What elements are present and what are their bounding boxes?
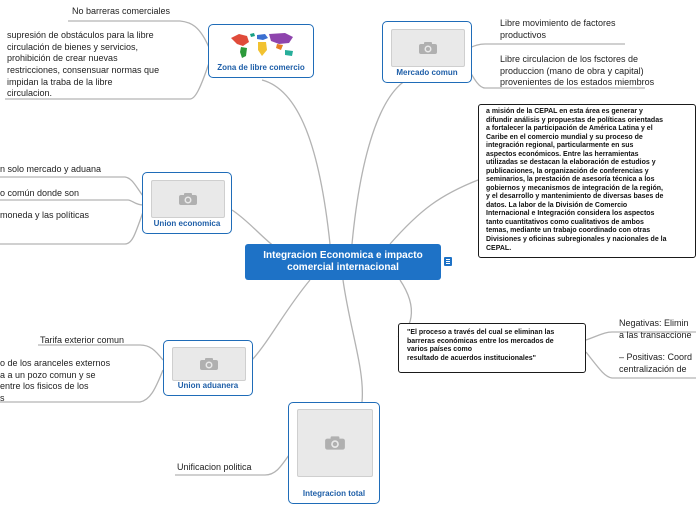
image-placeholder [172,347,246,381]
topic-mercado-comun[interactable] [382,21,472,83]
label-unificacion: Unificacion politica [177,462,252,472]
label-supresion: supresión de obstáculos para la libre circulación de bienes y servicios, prohibición de crear nuevas restricciones, consensuar normas que impidan la traba de la libre circulacion. [7,30,160,99]
topic-zona-libre-comercio[interactable] [208,24,314,78]
label-no-barreras: No barreras comerciales [72,6,171,16]
topic-caption: Mercado comun [396,68,458,77]
image-placeholder [151,180,225,218]
label-libre-movimiento: Libre movimiento de factores productivos [500,18,616,40]
label-moneda: moneda y las políticas [0,210,90,220]
camera-icon [178,192,198,206]
notes-icon[interactable] [444,257,452,266]
label-positivas: – Positivas: Coord centralización de [619,352,693,374]
topic-caption: Union aduanera [177,381,239,390]
topic-union-economica[interactable] [142,172,232,234]
topic-caption: Zona de libre comercio [217,63,305,72]
central-topic-title: Integracion Economica e impacto comercial internacional [263,249,423,273]
label-comun-donde: o común donde son [0,188,80,198]
central-topic[interactable] [245,244,441,280]
label-solo-mercado: n solo mercado y aduana [0,164,102,174]
camera-icon [324,435,346,451]
label-aranceles: o de los aranceles externos a a un pozo comun y se entre los fisicos de los s [0,358,111,404]
cepal-text-box[interactable]: a misión de la CEPAL en esta área es generar y difundir análisis y propuestas de políticas orientadas a fortalecer la participación de América Latina y el Caribe en el comercio mundial y su proceso de integración regional, particularmente en sus aspectos económicos. Entre las herramientas utilizadas se destacan la elaboración de estudios y publicaciones, la organización de conferencias y seminarios, la prestación de asesoría técnica a los gobiernos y mecanismos de integración de la región, y el desarrollo y mantenimiento de diversas bases de datos. La labor de la División de Comercio Internacional e Integración considera los aspectos tanto cuantitativos como cualitativos de ambos temas, mediante un trabajo coordinado con otras Divisiones y oficinas subregionales y nacionales de la CEPAL. [478,104,696,258]
world-map-image [227,30,299,60]
camera-icon [418,41,438,55]
topic-integracion-total[interactable] [288,402,380,504]
label-libre-circulacion: Libre circulacion de los fsctores de produccion (mano de obra y capital) provenientes de los estados miembros [500,54,655,88]
proceso-text-box[interactable]: "El proceso a través del cual se eliminan las barreras económicas entre los mercados de varios países como resultado de acuerdos institucionales" [398,323,586,373]
label-negativas: Negativas: Elimin a las transaccione [619,318,692,340]
label-tarifa: Tarifa exterior comun [40,335,125,345]
image-placeholder [391,29,465,67]
topic-union-aduanera[interactable] [163,340,253,396]
camera-icon [199,357,219,371]
image-placeholder [297,409,373,477]
topic-caption: Integracion total [302,489,366,498]
topic-caption: Union economica [153,219,221,228]
